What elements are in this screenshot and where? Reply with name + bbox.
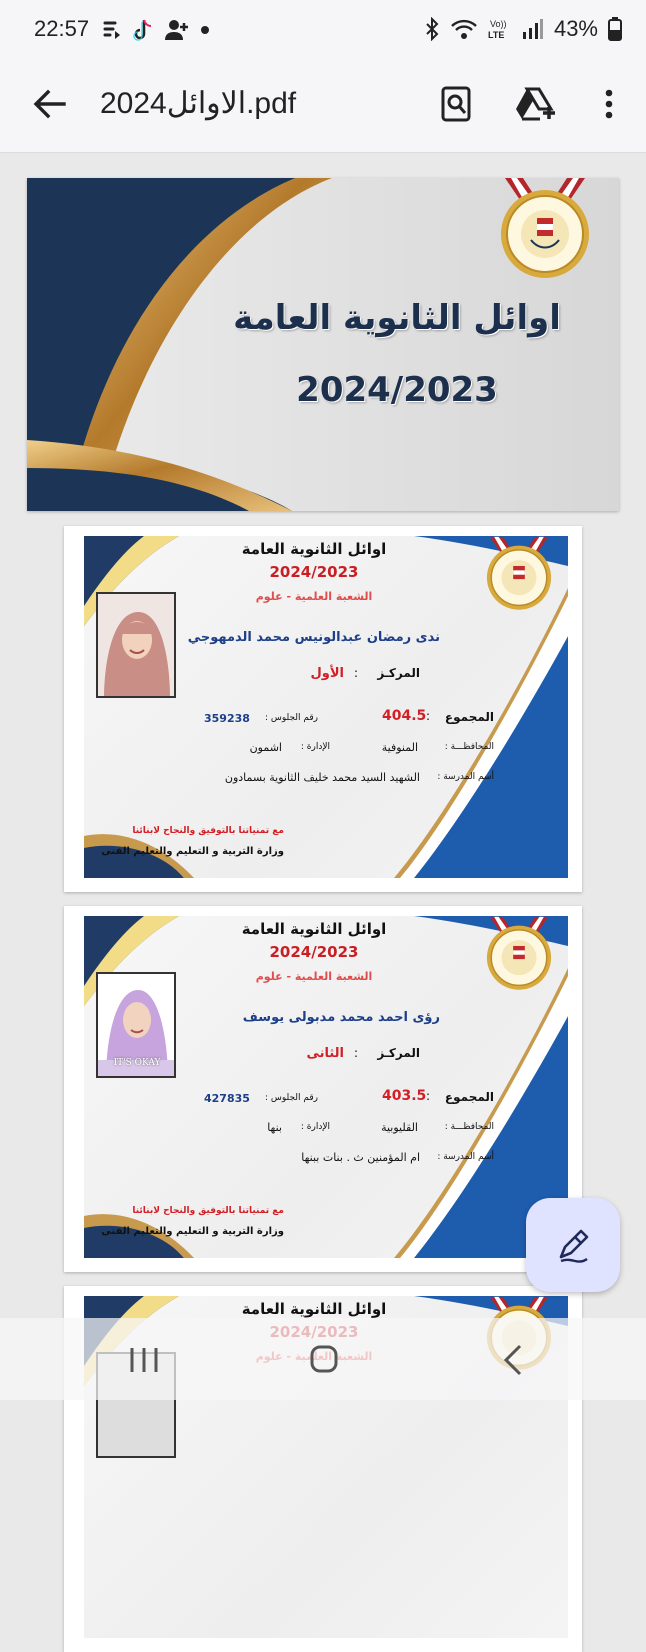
annotate-fab-button[interactable] bbox=[526, 1198, 620, 1292]
home-button[interactable] bbox=[302, 1340, 346, 1380]
certificate-heading: اوائل الثانوية العامة bbox=[241, 540, 387, 558]
certificate-year: 2024/2023 bbox=[269, 943, 359, 961]
admin-label: الإدارة : bbox=[300, 1122, 330, 1132]
governorate-value: القليوبية bbox=[381, 1121, 418, 1134]
student-portrait-image bbox=[98, 594, 176, 698]
sync-icon bbox=[102, 19, 122, 41]
app-bar bbox=[0, 64, 646, 153]
back-nav-button[interactable] bbox=[492, 1340, 536, 1380]
photo-caption: IT'S OKAY bbox=[113, 1058, 161, 1068]
governorate-label: المحافظـــة : bbox=[444, 742, 494, 752]
total-label: المجموع bbox=[444, 1090, 494, 1104]
seat-value: 427835 bbox=[204, 1092, 250, 1105]
recents-button[interactable] bbox=[122, 1340, 166, 1380]
pdf-page-cover bbox=[27, 178, 619, 511]
volte-icon bbox=[488, 17, 512, 41]
status-time: 22:57 bbox=[34, 16, 90, 41]
pdf-page-certificate-1 bbox=[64, 526, 582, 892]
certificate-card bbox=[84, 536, 568, 878]
back-nav-icon bbox=[492, 1340, 536, 1380]
recents-icon bbox=[122, 1340, 166, 1380]
seat-label: رقم الجلوس : bbox=[264, 713, 318, 723]
total-value: 404.5 bbox=[382, 708, 427, 724]
school-label: أسم المدرسة : bbox=[437, 1152, 494, 1162]
svg-text:LTE: LTE bbox=[487, 30, 505, 40]
certificate-year: 2024/2023 bbox=[269, 563, 359, 581]
admin-value: بنها bbox=[267, 1121, 282, 1134]
pen-sparkle-icon bbox=[555, 1227, 591, 1263]
dot-icon bbox=[200, 25, 210, 35]
add-person-icon bbox=[164, 19, 190, 41]
student-photo bbox=[96, 972, 176, 1078]
student-name: رؤى احمد محمد مدبولى يوسف bbox=[242, 1010, 440, 1025]
add-to-drive-icon bbox=[515, 87, 557, 121]
back-button[interactable] bbox=[30, 84, 70, 124]
search-document-button[interactable] bbox=[434, 82, 478, 126]
ministry-text: وزارة التربية و التعليم والتعليم الفنى bbox=[101, 1226, 284, 1237]
svg-text:Vo)): Vo)) bbox=[489, 19, 507, 29]
certificate-division: الشعبة العلمية - علوم bbox=[255, 590, 373, 603]
cover-title: اوائل الثانوية العامة bbox=[233, 298, 561, 338]
admin-label: الإدارة : bbox=[300, 742, 330, 752]
medal-logo-icon bbox=[484, 536, 554, 612]
rank-label: المركـز bbox=[377, 1046, 420, 1060]
certificate-division: الشعبة العلمية - علوم bbox=[255, 970, 373, 983]
wish-text: مع تمنياتنا بالتوفيق والنجاح لابنائنا bbox=[132, 1206, 284, 1216]
search-document-icon bbox=[441, 86, 471, 122]
rank-label: المركـز bbox=[377, 666, 420, 680]
total-label: المجموع bbox=[444, 710, 494, 724]
system-navigation-bar bbox=[0, 1318, 646, 1400]
total-value: 403.5 bbox=[382, 1088, 427, 1104]
status-bar bbox=[0, 0, 646, 64]
more-options-button[interactable] bbox=[588, 82, 630, 126]
home-icon bbox=[302, 1340, 346, 1380]
document-title: الاوائل2024.pdf bbox=[100, 87, 297, 120]
governorate-value: المنوفية bbox=[381, 741, 418, 754]
admin-value: اشمون bbox=[249, 741, 282, 754]
rank-value: الثانى bbox=[306, 1046, 344, 1061]
wifi-icon bbox=[450, 18, 478, 40]
seat-label: رقم الجلوس : bbox=[264, 1093, 318, 1103]
school-label: أسم المدرسة : bbox=[437, 772, 494, 782]
cover-year: 2024/2023 bbox=[296, 370, 498, 410]
student-name: ندى رمضان عبدالونيس محمد الدمهوجي bbox=[187, 630, 440, 645]
bluetooth-icon bbox=[424, 17, 440, 41]
school-value: ام المؤمنين ث . بنات ببنها bbox=[301, 1151, 420, 1164]
rank-separator: : bbox=[354, 1046, 359, 1060]
certificate-heading: اوائل الثانوية العامة bbox=[241, 1300, 387, 1318]
seat-value: 359238 bbox=[204, 712, 250, 725]
medal-logo-icon bbox=[484, 916, 554, 992]
school-value: الشهيد السيد محمد خليف الثانوية بسمادون bbox=[224, 771, 420, 784]
battery-percent: 43% bbox=[553, 16, 598, 41]
governorate-label: المحافظـــة : bbox=[444, 1122, 494, 1132]
more-vert-icon bbox=[605, 89, 613, 119]
wish-text: مع تمنياتنا بالتوفيق والنجاح لابنائنا bbox=[132, 826, 284, 836]
medal-logo-icon bbox=[497, 178, 593, 280]
battery-icon bbox=[608, 17, 622, 41]
arrow-back-icon bbox=[30, 84, 70, 124]
tiktok-icon bbox=[132, 18, 154, 42]
rank-separator: : bbox=[354, 666, 359, 680]
total-separator: : bbox=[426, 1089, 431, 1103]
student-photo bbox=[96, 592, 176, 698]
certificate-heading: اوائل الثانوية العامة bbox=[241, 920, 387, 938]
signal-icon bbox=[522, 18, 544, 40]
total-separator: : bbox=[426, 709, 431, 723]
add-to-drive-button[interactable] bbox=[514, 82, 558, 126]
ministry-logo bbox=[497, 178, 593, 280]
rank-value: الأول bbox=[310, 666, 344, 681]
ministry-text: وزارة التربية و التعليم والتعليم الفنى bbox=[101, 846, 284, 857]
certificate-card bbox=[84, 916, 568, 1258]
pdf-page-certificate-2 bbox=[64, 906, 582, 1272]
